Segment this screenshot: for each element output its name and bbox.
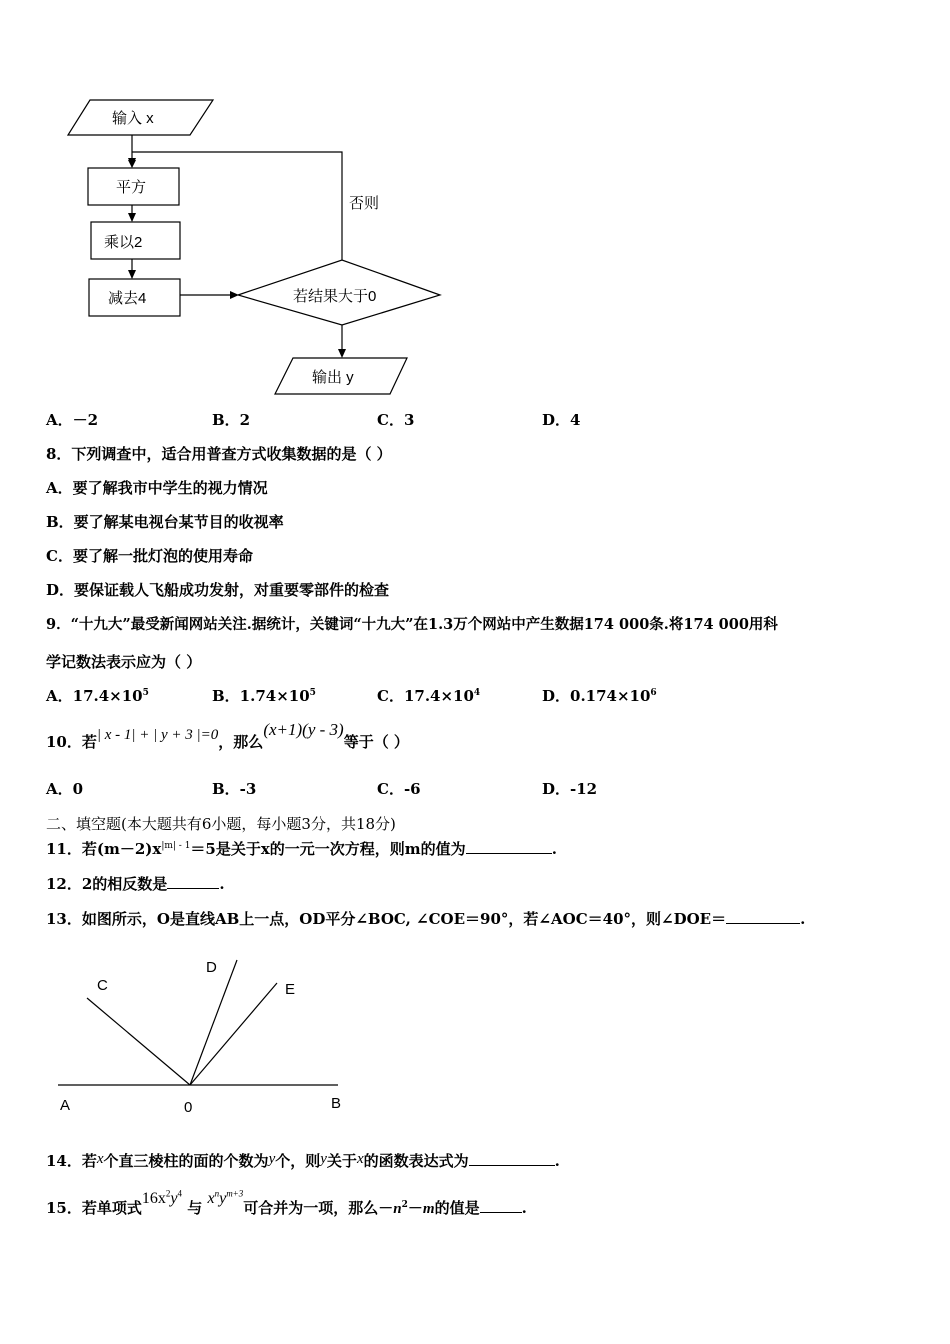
q8-option-b[interactable]: B．要了解某电视台某节目的收视率 — [46, 513, 284, 531]
angle-figure — [50, 950, 360, 1120]
q15-part5: 的值是 — [434, 1199, 480, 1217]
q15-mono1-exp2: 4 — [177, 1188, 182, 1199]
q15-monomial-2 — [207, 1190, 243, 1207]
q13-end: . — [800, 910, 806, 928]
flowchart-diagram — [60, 95, 460, 405]
q9-option-a[interactable] — [46, 686, 149, 706]
flowchart-times2-label: 乘以2 — [104, 234, 143, 251]
q7-option-c[interactable]: C．3 — [377, 411, 415, 429]
q15-part4: － — [407, 1199, 423, 1217]
q15-mono1-exp1: 2 — [165, 1188, 171, 1199]
q12-stem — [46, 874, 225, 894]
q7-option-b[interactable]: B．2 — [212, 411, 251, 429]
point-label-e: E — [285, 981, 296, 998]
q9-option-c[interactable] — [377, 686, 480, 706]
q10-option-c[interactable]: C．-6 — [377, 780, 421, 798]
q14-part2: 个直三棱柱的面的个数为 — [103, 1152, 269, 1170]
q15-mono2-exp2: m+3 — [226, 1188, 244, 1199]
arrowhead — [128, 213, 136, 222]
q9-option-b-base: B．1.74×10 — [212, 687, 310, 705]
point-label-b: B — [331, 1095, 342, 1112]
q10-option-a[interactable]: A．0 — [46, 780, 84, 798]
q15-end: . — [521, 1199, 527, 1217]
q10-middle: ，那么 — [218, 733, 264, 751]
q14-answer-blank[interactable] — [469, 1151, 555, 1166]
q11-suffix: ＝5是关于x的一元一次方程，则m的值为 — [190, 840, 466, 858]
q15-answer-blank[interactable] — [480, 1198, 522, 1213]
flowchart-output-label: 输出 y — [312, 369, 354, 386]
q14-var-y: y — [320, 1151, 327, 1167]
q8-option-d[interactable]: D．要保证载人飞船成功发射，对重要零部件的检查 — [46, 581, 390, 599]
q8-option-a[interactable]: A．要了解我市中学生的视力情况 — [46, 479, 268, 497]
flowchart-decision-label: 若结果大于0 — [293, 288, 377, 305]
q15-stem — [46, 1188, 527, 1219]
q13-stem — [46, 909, 805, 929]
q13-answer-blank[interactable] — [726, 909, 800, 924]
q14-var-x: x — [96, 1151, 104, 1167]
arrowhead — [230, 291, 239, 299]
q14-var-y: y — [268, 1151, 276, 1167]
q9-option-d-base: D．0.174×10 — [542, 687, 651, 705]
q10-option-d[interactable]: D．-12 — [542, 780, 598, 798]
point-label-a: A — [60, 1097, 71, 1114]
q13-text: 13．如图所示，O是直线AB上一点，OD平分∠BOC, ∠COE＝90°，若∠AOC＝40°，则∠DOE＝ — [46, 910, 727, 928]
q14-part3: 个，则 — [275, 1152, 321, 1170]
q11-end: . — [551, 840, 557, 858]
q8-option-c[interactable]: C．要了解一批灯泡的使用寿命 — [46, 547, 253, 565]
q9-option-c-exp: 4 — [473, 688, 481, 698]
flowchart-input-label: 输入 x — [112, 110, 154, 127]
point-label-o: 0 — [184, 1099, 193, 1116]
q9-option-b-exp: 5 — [309, 688, 316, 698]
q10-suffix: 等于（ ） — [343, 733, 409, 751]
q14-part1: 14．若 — [46, 1152, 97, 1170]
q15-part3: 可合并为一项，那么－ — [243, 1199, 394, 1217]
q15-monomial-1 — [142, 1190, 182, 1207]
point-label-c: C — [97, 977, 108, 994]
q15-var-n: n — [393, 1201, 402, 1217]
q15-part2: 与 — [187, 1199, 203, 1217]
q14-var-x: x — [356, 1151, 364, 1167]
section-2-heading: 二、填空题(本大题共有6小题，每小题3分，共18分) — [46, 815, 396, 833]
q8-stem: 8．下列调查中，适合用普查方式收集数据的是（ ） — [46, 445, 392, 463]
q11-prefix: 11．若(m－2)x — [46, 840, 162, 858]
ray-oe — [190, 983, 277, 1085]
q12-end: . — [219, 875, 225, 893]
q14-end: . — [554, 1152, 560, 1170]
point-label-d: D — [206, 959, 217, 976]
q9-option-c-base: C．17.4×10 — [377, 687, 474, 705]
q15-mono1-y: y — [170, 1190, 178, 1207]
q14-part5: 的函数表达式为 — [363, 1152, 469, 1170]
q15-mono2-exp1: n — [214, 1188, 220, 1199]
q10-option-b[interactable]: B．-3 — [212, 780, 257, 798]
ray-od — [190, 960, 237, 1085]
q9-option-d[interactable] — [542, 686, 657, 706]
q9-option-a-exp: 5 — [142, 688, 149, 698]
arrowhead — [128, 270, 136, 279]
q10-stem — [46, 720, 409, 753]
q11-exponent: |m| - 1 — [161, 841, 191, 851]
ray-oc — [87, 998, 190, 1085]
flowchart-minus4-label: 减去4 — [108, 290, 147, 307]
q10-prefix: 10．若 — [46, 733, 97, 751]
q10-expression: (x+1)(y - 3) — [263, 720, 344, 739]
flowchart-square-label: 平方 — [116, 179, 147, 196]
q14-stem — [46, 1151, 560, 1172]
q10-condition: | x - 1| + | y + 3 |=0 — [96, 727, 219, 743]
q12-prefix: 12．2的相反数是 — [46, 875, 168, 893]
q11-answer-blank[interactable] — [466, 839, 552, 854]
q9-stem-line2: 学记数法表示应为（ ） — [46, 653, 202, 671]
flowchart-otherwise-label: 否则 — [349, 195, 380, 212]
q7-option-d[interactable]: D．4 — [542, 411, 581, 429]
q14-part4: 关于 — [326, 1152, 357, 1170]
q9-option-d-exp: 6 — [650, 688, 657, 698]
q9-stem-line1: 9．“十九大”最受新闻网站关注.据统计，关键词“十九大”在1.3万个网站中产生数据174 000条.将174 000用科 — [46, 616, 778, 633]
q9-option-b[interactable] — [212, 686, 316, 706]
q15-n-exp: 2 — [401, 1200, 408, 1210]
q15-var-m: m — [422, 1201, 435, 1217]
q9-option-a-base: A．17.4×10 — [46, 687, 143, 705]
q15-mono2-y: y — [219, 1190, 227, 1207]
q12-answer-blank[interactable] — [167, 874, 219, 889]
q11-stem — [46, 839, 557, 859]
arrowhead — [338, 349, 346, 358]
q15-part1: 15．若单项式 — [46, 1199, 142, 1217]
arrowhead — [128, 160, 136, 168]
q7-option-a[interactable]: A．－2 — [46, 411, 99, 429]
q15-mono2-x: x — [207, 1190, 215, 1207]
q15-mono1-coef: 16x — [141, 1190, 166, 1207]
